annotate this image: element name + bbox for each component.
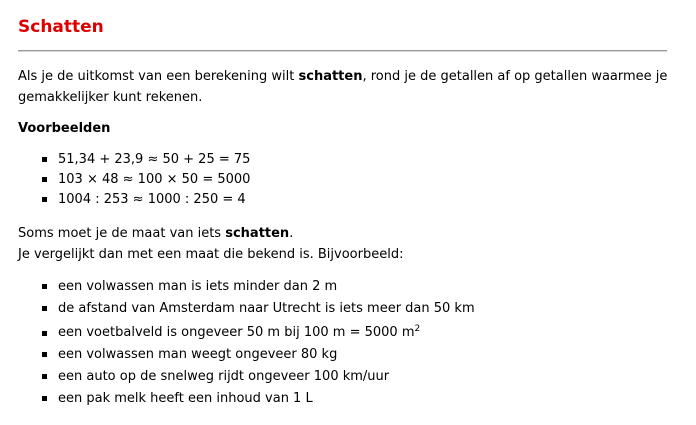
para2-line2: Je vergelijkt dan met een maat die bekend is. Bijvoorbeeld: bbox=[18, 247, 404, 262]
bullet-icon bbox=[42, 352, 47, 357]
list-item bbox=[18, 344, 475, 366]
example-text: 1004 : 253 ≈ 1000 : 250 = 4 bbox=[58, 192, 246, 207]
bullet-icon bbox=[42, 306, 47, 311]
superscript-exponent: 2 bbox=[414, 324, 421, 334]
bullet-icon bbox=[42, 157, 47, 162]
example-text: 51,34 + 23,9 ≈ 50 + 25 = 75 bbox=[58, 152, 251, 167]
bullet-icon bbox=[42, 177, 47, 182]
fact-text: een voetbalveld is ongeveer 50 m bij 100 m = 5000 m bbox=[58, 325, 415, 340]
list-item bbox=[18, 388, 475, 410]
para2-text-before: Soms moet je de maat van iets bbox=[18, 226, 226, 241]
bullet-icon bbox=[42, 331, 47, 336]
list-item bbox=[18, 276, 475, 298]
fact-text: een volwassen man weegt ongeveer 80 kg bbox=[58, 347, 338, 362]
example-text: 103 × 48 ≈ 100 × 50 = 5000 bbox=[58, 172, 251, 187]
intro-paragraph bbox=[18, 66, 668, 108]
list-item bbox=[18, 170, 250, 190]
title-divider bbox=[18, 50, 667, 52]
bullet-icon bbox=[42, 284, 47, 289]
bullet-icon bbox=[42, 197, 47, 202]
page-title: Schatten bbox=[18, 17, 104, 37]
intro-text-before: Als je de uitkomst van een berekening wilt bbox=[18, 69, 299, 84]
list-item bbox=[18, 190, 250, 210]
para2-text-after: . bbox=[289, 226, 294, 241]
list-item bbox=[18, 298, 475, 320]
bullet-icon bbox=[42, 396, 47, 401]
examples-list bbox=[18, 150, 250, 210]
list-item bbox=[18, 320, 475, 344]
para2-bold-term: schatten bbox=[225, 226, 290, 241]
list-item bbox=[18, 150, 250, 170]
intro-bold-term: schatten bbox=[298, 69, 363, 84]
intro-text-after: , rond je de getallen af op getallen waarmee je gemakkelijker kunt rekenen. bbox=[18, 69, 668, 105]
fact-text: een volwassen man is iets minder dan 2 m bbox=[58, 279, 338, 294]
examples-heading: Voorbeelden bbox=[18, 121, 111, 136]
fact-text: een auto op de snelweg rijdt ongeveer 100 km/uur bbox=[58, 369, 390, 384]
fact-text: de afstand van Amsterdam naar Utrecht is iets meer dan 50 km bbox=[58, 301, 475, 316]
fact-text: een pak melk heeft een inhoud van 1 L bbox=[58, 391, 313, 406]
list-item bbox=[18, 366, 475, 388]
bullet-icon bbox=[42, 374, 47, 379]
facts-list bbox=[18, 276, 475, 410]
comparison-paragraph bbox=[18, 223, 403, 265]
